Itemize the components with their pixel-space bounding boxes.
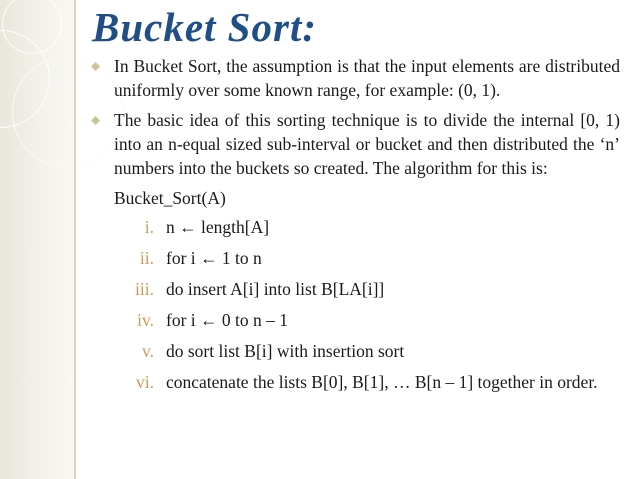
algorithm-step (114, 216, 620, 239)
step-text: for i ← 1 to n (166, 248, 262, 268)
algorithm-step (114, 309, 620, 332)
step-text: concatenate the lists B[0], B[1], … B[n – 1] together in order. (166, 372, 598, 392)
bullet-point (88, 108, 620, 180)
step-number: i. (144, 217, 154, 237)
step-number: ii. (139, 248, 154, 268)
bullet-text: The basic idea of this sorting technique is to divide the internal [0, 1) into an n-equal sized sub-interval or bucket and then distributed the ‘n’ numbers into the buckets so created. The algorithm for this is: (114, 110, 620, 178)
decorative-side-band (0, 0, 75, 479)
bullet-point (88, 54, 620, 102)
algorithm-step (114, 247, 620, 270)
step-number: iv. (137, 310, 154, 330)
slide-content (88, 54, 620, 394)
algorithm-step (114, 371, 620, 394)
step-text: do insert A[i] into list B[LA[i]] (166, 279, 385, 299)
algorithm-steps (114, 216, 620, 394)
step-text: for i ← 0 to n – 1 (166, 310, 289, 330)
bullet-icon: ⬥ (91, 112, 101, 127)
step-text: n ← length[A] (166, 217, 270, 237)
bullet-icon: ⬥ (91, 58, 101, 73)
slide-title: Bucket Sort: (92, 4, 317, 50)
bullet-text: In Bucket Sort, the assumption is that the input elements are distributed uniformly over some known range, for example: (0, 1). (114, 56, 620, 100)
step-text: do sort list B[i] with insertion sort (166, 341, 405, 361)
step-number: vi. (136, 372, 154, 392)
step-number: iii. (135, 279, 154, 299)
algorithm-header: Bucket_Sort(A) (114, 188, 226, 208)
algorithm-step (114, 340, 620, 363)
algorithm-step (114, 278, 620, 301)
divider (74, 0, 76, 479)
step-number: v. (142, 341, 154, 361)
algorithm-block (114, 184, 620, 394)
